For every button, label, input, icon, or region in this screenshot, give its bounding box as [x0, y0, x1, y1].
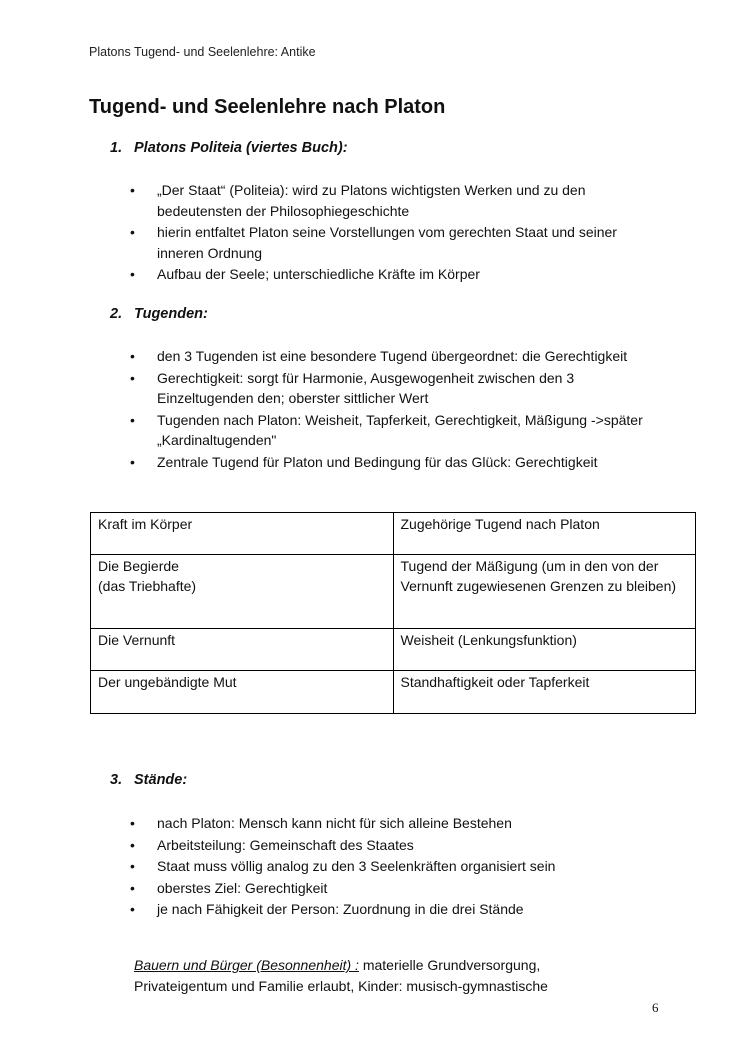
section-heading-staende	[110, 772, 187, 788]
paragraph-lead: Bauern und Bürger (Besonnenheit) :	[134, 957, 359, 973]
table-header-cell: Zugehörige Tugend nach Platon	[393, 513, 696, 555]
table-cell: Der ungebändigte Mut	[91, 671, 394, 714]
table-row	[91, 555, 696, 629]
list-item: • Zentrale Tugend für Platon und Bedingung für das Glück: Gerechtigkeit	[130, 452, 660, 473]
section-heading-text: Stände:	[134, 772, 188, 788]
table-cell: Weisheit (Lenkungsfunktion)	[393, 629, 696, 671]
list-item: • je nach Fähigkeit der Person: Zuordnung in die drei Stände	[130, 899, 660, 920]
table-cell: Standhaftigkeit oder Tapferkeit	[393, 671, 696, 714]
bullet-list-politeia	[130, 180, 660, 286]
list-item: • Gerechtigkeit: sorgt für Harmonie, Ausgewogenheit zwischen den 3 Einzeltugenden den; oberster sittlicher Wert	[130, 368, 660, 409]
section-number: 2.	[110, 306, 123, 322]
bullet-list-staende	[130, 813, 660, 921]
list-item: • Staat muss völlig analog zu den 3 Seelenkräften organisiert sein	[130, 856, 660, 877]
list-item: • Tugenden nach Platon: Weisheit, Tapferkeit, Gerechtigkeit, Mäßigung ->später „Kardinaltugenden"	[130, 410, 660, 451]
page-number: 6	[652, 1000, 659, 1015]
table-header-row	[91, 513, 696, 555]
page-header: Platons Tugend- und Seelenlehre: Antike	[89, 45, 316, 59]
section-heading-text: Platons Politeia (viertes Buch):	[134, 140, 348, 156]
section-number: 3.	[110, 772, 123, 788]
table-cell: Die Vernunft	[91, 629, 394, 671]
section-heading-tugenden	[110, 306, 208, 322]
list-item: • hierin entfaltet Platon seine Vorstellungen vom gerechten Staat und seiner inneren Ordnung	[130, 222, 660, 263]
list-item: • oberstes Ziel: Gerechtigkeit	[130, 878, 660, 899]
list-item: • den 3 Tugenden ist eine besondere Tugend übergeordnet: die Gerechtigkeit	[130, 346, 660, 367]
list-item: • „Der Staat“ (Politeia): wird zu Platons wichtigsten Werken und zu den bedeutensten der Philosophiegeschichte	[130, 180, 660, 221]
list-item: • Aufbau der Seele; unterschiedliche Kräfte im Körper	[130, 264, 660, 285]
section-heading-text: Tugenden:	[134, 306, 208, 322]
page-title: Tugend- und Seelenlehre nach Platon	[89, 96, 446, 118]
table-row	[91, 629, 696, 671]
section-number: 1.	[110, 140, 123, 156]
list-item: • nach Platon: Mensch kann nicht für sich alleine Bestehen	[130, 813, 660, 834]
virtues-table	[90, 512, 696, 714]
list-item: • Arbeitsteilung: Gemeinschaft des Staates	[130, 835, 660, 856]
bullet-list-tugenden	[130, 346, 660, 473]
table-header-cell: Kraft im Körper	[91, 513, 394, 555]
table-row	[91, 671, 696, 714]
table-cell: Tugend der Mäßigung (um in den von der Vernunft zugewiesenen Grenzen zu bleiben)	[393, 555, 696, 629]
section-heading-politeia	[110, 140, 348, 156]
table-cell: Die Begierde (das Triebhafte)	[91, 555, 394, 629]
body-paragraph	[134, 955, 614, 996]
paragraph-text: materielle Grundversorgung, Privateigentum und Familie erlaubt, Kinder: musisch-gymnastische	[134, 957, 548, 994]
